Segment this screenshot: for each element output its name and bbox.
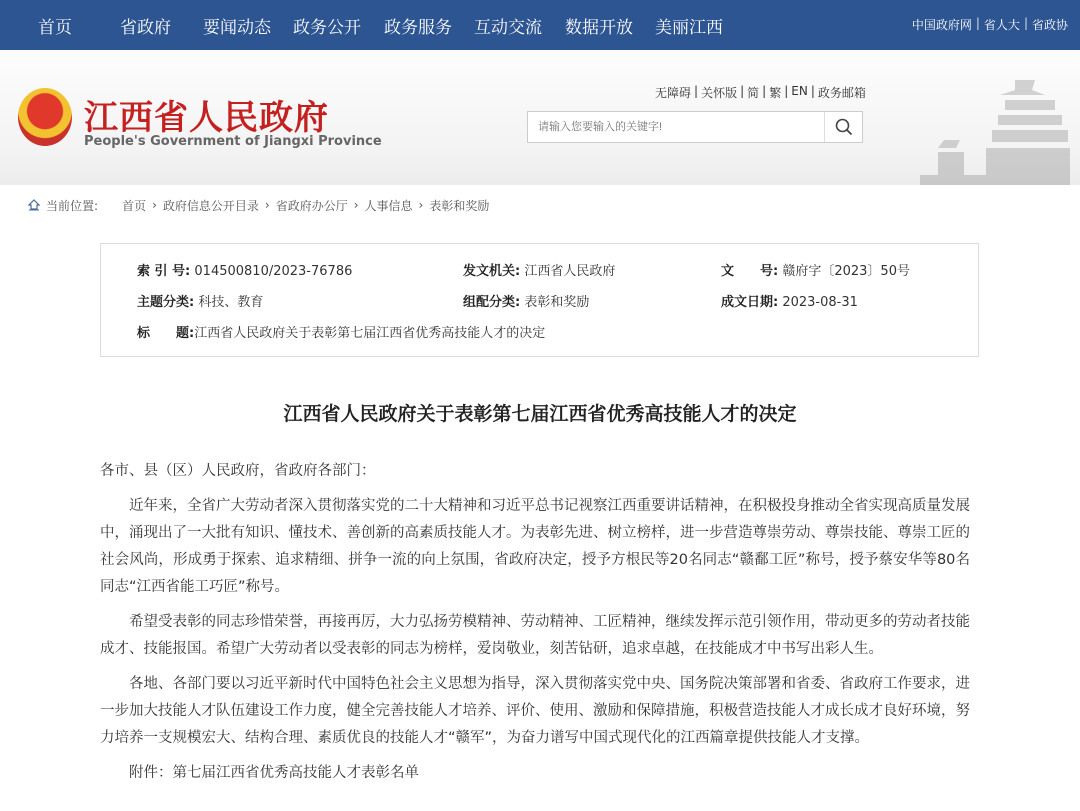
breadcrumb-info-catalog[interactable]: 政府信息公开目录 [162,198,259,213]
utility-links: 无障碍 | 关怀版 | 简 | 繁 | EN | 政务邮箱 [655,84,866,100]
nav-interaction[interactable]: 互动交流 [474,18,542,38]
breadcrumb-personnel-info[interactable]: 人事信息 [364,198,413,213]
link-traditional[interactable]: 繁 [769,86,782,100]
nav-open-data[interactable]: 数据开放 [565,18,633,38]
breadcrumb-label: 当前位置: [46,198,99,213]
home-location-icon [28,199,40,211]
link-provincial-congress[interactable]: 省人大 [983,18,1020,32]
document-metadata [100,243,979,357]
breadcrumb-general-office[interactable]: 省政府办公厅 [275,198,348,213]
meta-index: 索 引 号: 014500810/2023-76786 [137,264,353,279]
search-box [527,111,863,143]
nav-news[interactable]: 要闻动态 [203,18,271,38]
meta-category: 组配分类: 表彰和奖励 [463,295,590,310]
top-navigation [0,0,1080,50]
nav-gov-services[interactable]: 政务服务 [384,18,452,38]
article-title: 江西省人民政府关于表彰第七届江西省优秀高技能人才的决定 [283,403,797,425]
article-paragraph: 各地、各部门要以习近平新时代中国特色社会主义思想为指导，深入贯彻落实党中央、国务院决策部署和省委、省政府工作要求，进一步加大技能人才队伍建设工作力度，健全完善技能人才培养、评价、使用、激励和保障措施，积极营造技能人才成长成才良好环境，努力培养一支规模宏大、结构合理、素质优良的技能人才“赣军”，为奋力谱写中国式现代化的江西篇章提供技能人才支撑。 [100,676,970,746]
search-icon [835,118,853,136]
article-salutation: 各市、县（区）人民政府，省政府各部门： [100,463,376,479]
breadcrumb-awards[interactable]: 表彰和奖励 [429,198,490,213]
meta-date: 成文日期: 2023-08-31 [721,295,858,310]
link-simplified[interactable]: 简 [747,86,760,100]
external-links: 中国政府网 | 省人大 | 省政协 [911,16,1068,32]
nav-provincial-gov[interactable]: 省政府 [120,18,171,38]
article-paragraph: 希望受表彰的同志珍惜荣誉，再接再厉，大力弘扬劳模精神、劳动精神、工匠精神，继续发挥示范引领作用，带动更多的劳动者技能成才、技能报国。希望广大劳动者以受表彰的同志为榜样，爱岗敬业，刻苦钻研，追求卓越，在技能成才中书写出彩人生。 [100,614,970,657]
national-emblem-icon [18,88,72,146]
nav-beautiful-jiangxi[interactable]: 美丽江西 [655,18,723,38]
link-provincial-cppcc[interactable]: 省政协 [1031,18,1068,32]
site-header [0,50,1080,185]
attachment-link[interactable]: 附件：第七届江西省优秀高技能人才表彰名单 [129,765,419,781]
meta-issuer: 发文机关: 江西省人民政府 [463,264,616,279]
breadcrumb-home[interactable]: 首页 [122,198,147,213]
breadcrumb: 当前位置: 首页 › 政府信息公开目录 › 省政府办公厅 › 人事信息 › 表彰和奖励 [0,185,1080,225]
link-english[interactable]: EN [791,84,808,98]
search-button[interactable] [824,112,862,142]
site-logo-subtitle: People's Government of Jiangxi Province [84,134,382,149]
link-gov-mail[interactable]: 政务邮箱 [817,86,866,100]
link-accessibility[interactable]: 无障碍 [655,86,692,100]
link-gov-cn[interactable]: 中国政府网 [911,18,972,32]
search-input[interactable] [528,112,824,142]
nav-gov-affairs-open[interactable]: 政务公开 [293,18,361,38]
nav-home[interactable]: 首页 [38,18,72,38]
site-logo-title[interactable]: 江西省人民政府 [84,98,329,138]
meta-title: 标 题:江西省人民政府关于表彰第七届江西省优秀高技能人才的决定 [137,326,546,341]
article-paragraph: 近年来，全省广大劳动者深入贯彻落实党的二十大精神和习近平总书记视察江西重要讲话精神，在积极投身推动全省实现高质量发展中，涌现出了一大批有知识、懂技术、善创新的高素质技能人才。为表彰先进、树立榜样，进一步营造尊崇劳动、尊崇技能、尊崇工匠的社会风尚，形成勇于探索、追求精细、拼争一流的向上氛围，省政府决定，授予方根民等20名同志“赣鄱工匠”称号，授予蔡安华等80名同志“江西省能工巧匠”称号。 [100,498,970,595]
link-care-version[interactable]: 关怀版 [701,86,738,100]
article-body [100,458,970,787]
meta-topic: 主题分类: 科技、教育 [137,295,264,310]
pavilion-illustration [920,70,1070,185]
meta-doc-number: 文 号: 赣府字〔2023〕50号 [721,264,910,279]
